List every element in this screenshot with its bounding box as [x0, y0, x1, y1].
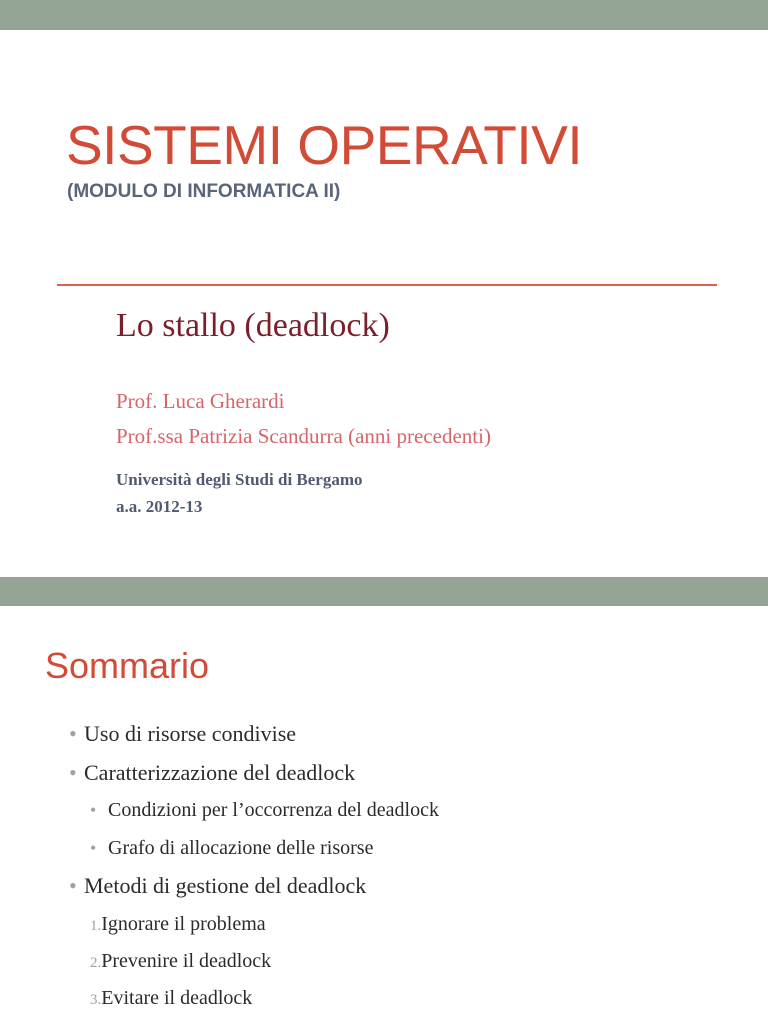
course-subtitle: (MODULO DI INFORMATICA II): [67, 181, 341, 202]
summary-numbered-item: [90, 985, 252, 1013]
lecture-title: Lo stallo (deadlock): [116, 307, 390, 344]
summary-item: [69, 720, 296, 748]
summary-subitem: [90, 835, 373, 861]
slide-separator-band: [0, 577, 768, 606]
bullet-icon: •: [90, 800, 97, 820]
item-number: 2.: [90, 955, 102, 971]
summary-item-text: Metodi di gestione del deadlock: [84, 873, 367, 898]
summary-item-text: Caratterizzazione del deadlock: [84, 760, 356, 785]
summary-subitem-text: Condizioni per l’occorrenza del deadlock: [108, 799, 439, 821]
summary-item: [69, 759, 355, 787]
item-number: 3.: [90, 992, 102, 1008]
academic-year: a.a. 2012-13: [116, 497, 203, 516]
summary-subitem-text: Grafo di allocazione delle risorse: [108, 837, 374, 859]
top-band: [0, 0, 768, 30]
title-divider: [57, 284, 717, 286]
bullet-icon: •: [69, 760, 77, 785]
summary-numbered-item-text: Evitare il deadlock: [101, 987, 253, 1009]
summary-slide: [0, 606, 768, 1024]
summary-numbered-item-text: Prevenire il deadlock: [101, 950, 272, 972]
summary-item: [69, 872, 366, 900]
title-slide: [0, 30, 768, 577]
summary-item-text: Uso di risorse condivise: [84, 721, 297, 746]
professor-name: Prof. Luca Gherardi: [116, 389, 285, 413]
summary-numbered-item-text: Ignorare il problema: [101, 913, 266, 935]
summary-numbered-item: [90, 948, 271, 976]
summary-subitem: [90, 797, 439, 823]
bullet-icon: •: [90, 838, 97, 858]
institution-name: Università degli Studi di Bergamo: [116, 470, 363, 489]
summary-numbered-item: [90, 911, 266, 939]
bullet-icon: •: [69, 873, 77, 898]
former-professor-name: Prof.ssa Patrizia Scandurra (anni precedenti): [116, 424, 491, 448]
item-number: 1.: [90, 918, 102, 934]
summary-title: Sommario: [45, 645, 210, 686]
bullet-icon: •: [69, 721, 77, 746]
course-title: SISTEMI OPERATIVI: [66, 114, 583, 176]
